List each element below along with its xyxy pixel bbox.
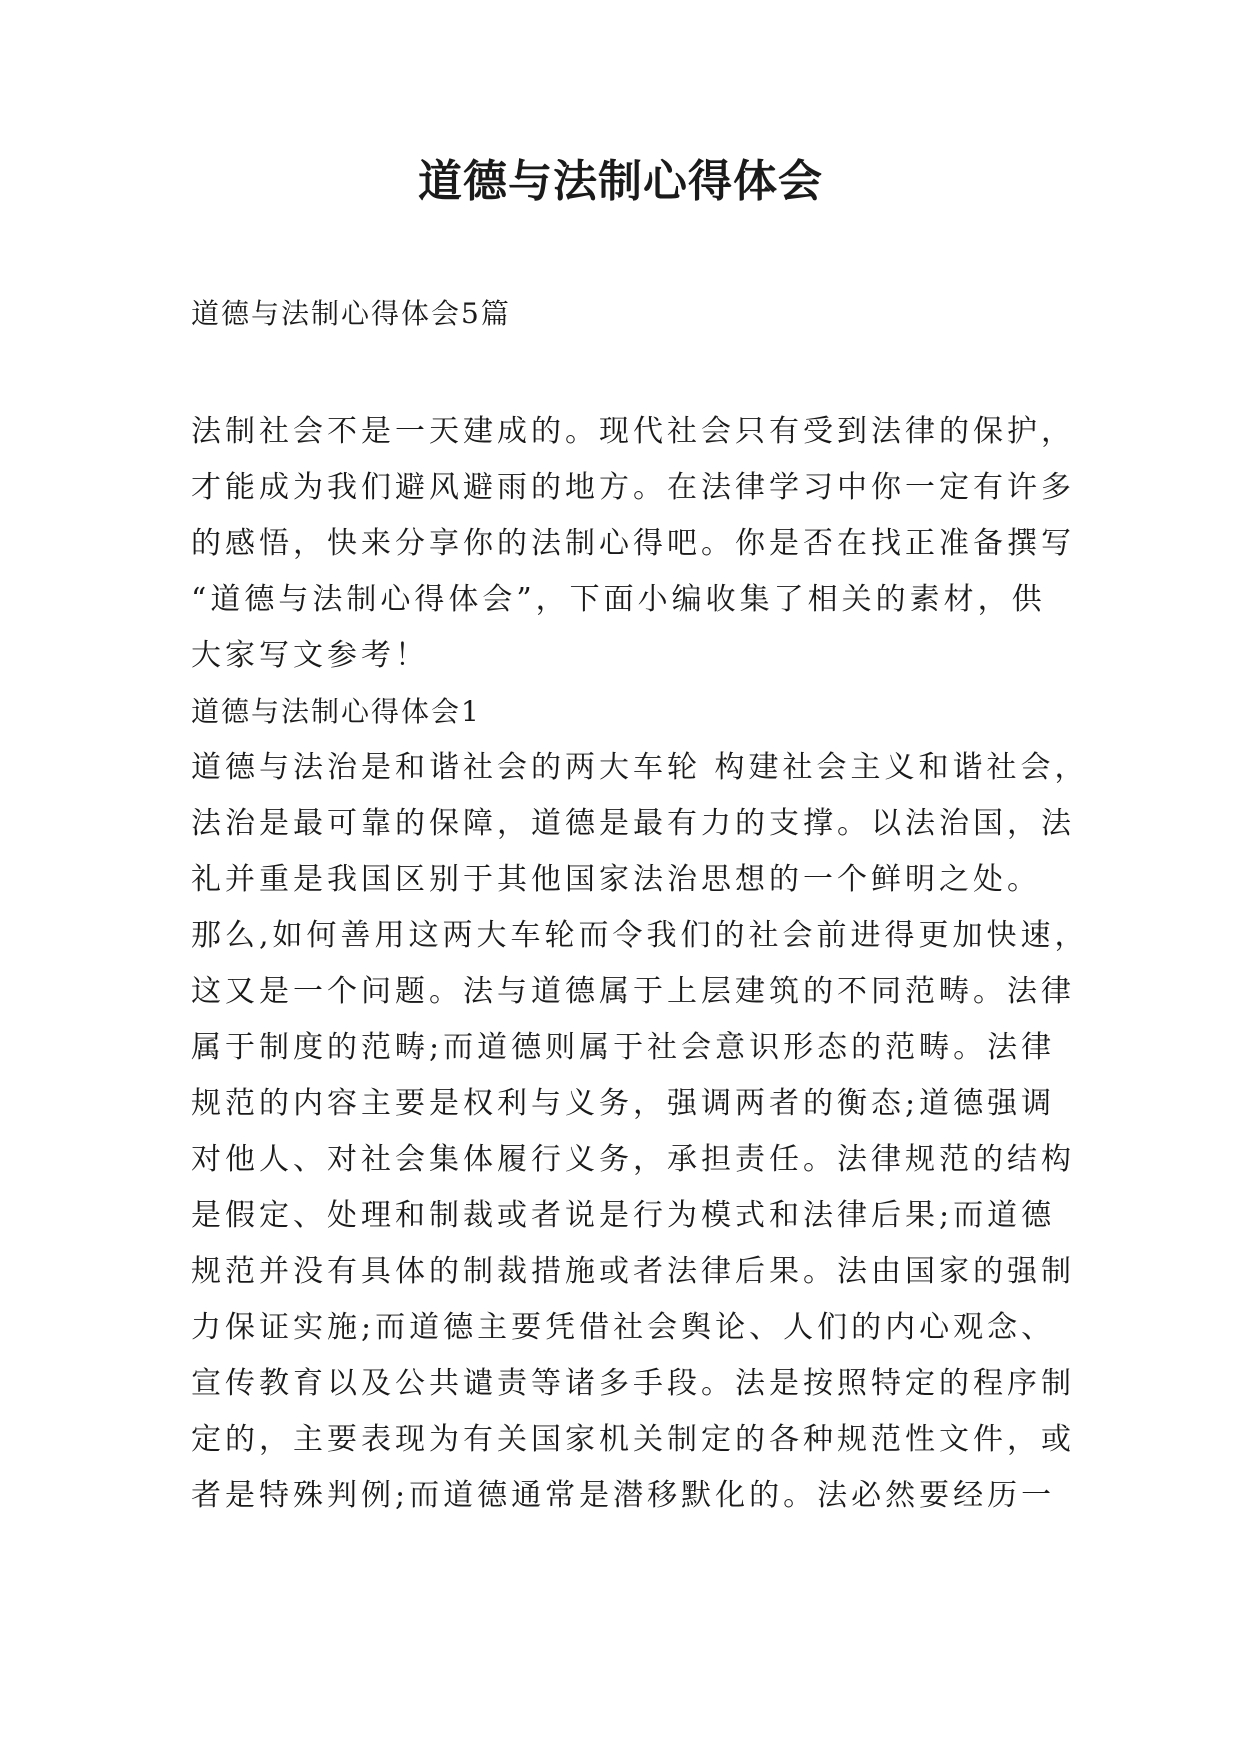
document-subtitle: 道德与法制心得体会5篇 — [191, 297, 511, 330]
section-line: 属于制度的范畴;而道德则属于社会意识形态的范畴。法律 — [191, 1030, 1056, 1065]
section-line: 规范并没有具体的制裁措施或者法律后果。法由国家的强制 — [191, 1254, 1075, 1289]
section-line: 礼并重是我国区别于其他国家法治思想的一个鲜明之处。 — [191, 862, 1041, 897]
intro-line: “道德与法制心得体会”，下面小编收集了相关的素材，供 — [191, 582, 1046, 617]
section-line: 法治是最可靠的保障，道德是最有力的支撑。以法治国，法 — [191, 806, 1075, 841]
section-line: 规范的内容主要是权利与义务，强调两者的衡态;道德强调 — [191, 1086, 1056, 1121]
section-line: 力保证实施;而道德主要凭借社会舆论、人们的内心观念、 — [191, 1310, 1056, 1345]
intro-line: 才能成为我们避风避雨的地方。在法律学习中你一定有许多 — [191, 470, 1075, 505]
section-line: 这又是一个问题。法与道德属于上层建筑的不同范畴。法律 — [191, 974, 1075, 1009]
section-line: 定的，主要表现为有关国家机关制定的各种规范性文件，或 — [191, 1422, 1075, 1457]
section-line: 宣传教育以及公共谴责等诸多手段。法是按照特定的程序制 — [191, 1366, 1075, 1401]
section-line: 对他人、对社会集体履行义务，承担责任。法律规范的结构 — [191, 1142, 1075, 1177]
intro-line: 的感悟，快来分享你的法制心得吧。你是否在找正准备撰写 — [191, 526, 1075, 561]
section-heading: 道德与法制心得体会1 — [191, 695, 481, 728]
document-body — [191, 404, 1089, 1524]
section-line: 是假定、处理和制裁或者说是行为模式和法律后果;而道德 — [191, 1198, 1056, 1233]
document-title: 道德与法制心得体会 — [418, 156, 823, 207]
intro-line: 大家写文参考！ — [191, 638, 429, 673]
intro-line: 法制社会不是一天建成的。现代社会只有受到法律的保护， — [191, 414, 1075, 449]
section-line: 者是特殊判例;而道德通常是潜移默化的。法必然要经历一 — [191, 1478, 1056, 1513]
section-line: 那么,如何善用这两大车轮而令我们的社会前进得更加快速， — [191, 918, 1089, 953]
section-line: 道德与法治是和谐社会的两大车轮 构建社会主义和谐社会， — [191, 750, 1089, 785]
